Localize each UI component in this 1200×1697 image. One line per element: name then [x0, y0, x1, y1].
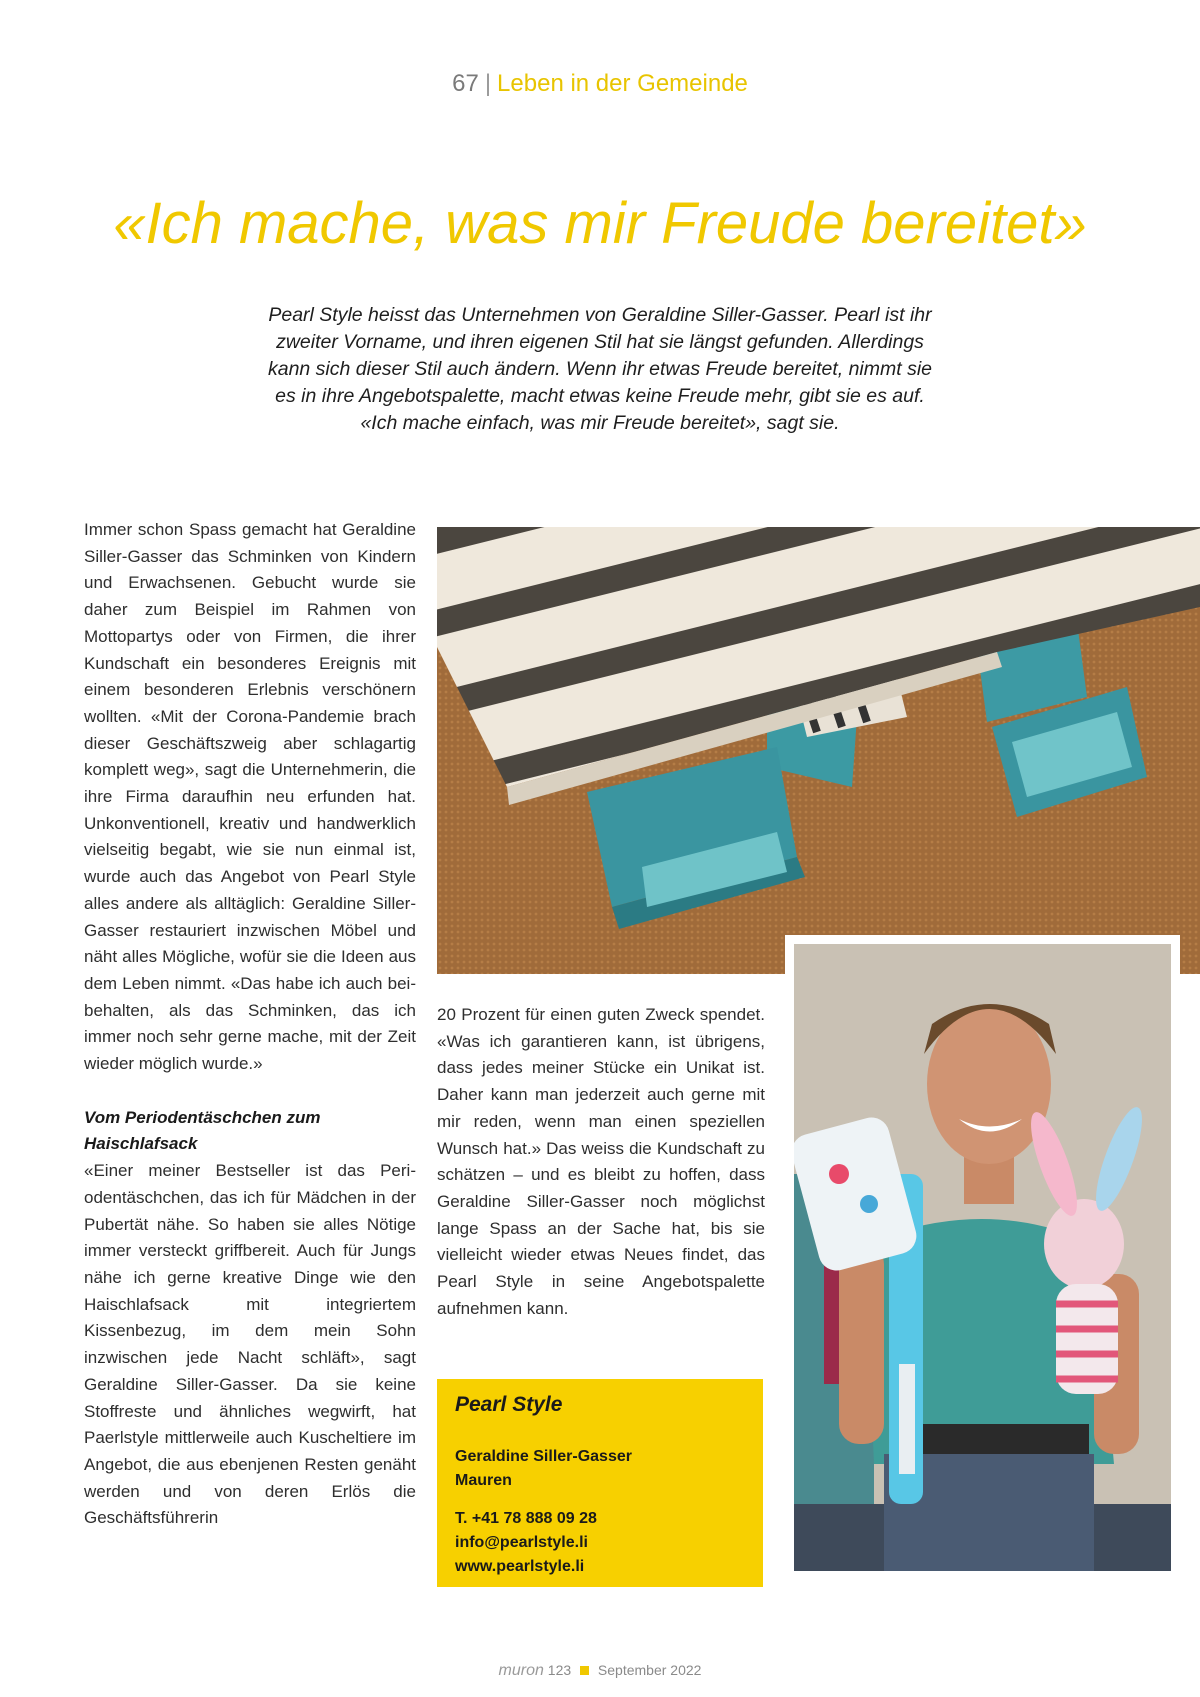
lead-line: Pearl Style heisst das Unternehmen von Geraldine Siller-Gasser. Pearl ist ihr: [268, 304, 932, 326]
contact-name: Geraldine Siller-Gasser: [455, 1448, 632, 1465]
magazine-brand: muron: [498, 1662, 544, 1679]
page-footer: [0, 1662, 1200, 1680]
header-separator: |: [484, 70, 492, 97]
subheading: Vom Periodentäschchen zum Haischlafsack: [84, 1107, 321, 1154]
portrait-photo: [785, 935, 1180, 1580]
contact-email[interactable]: info@pearlstyle.li: [455, 1534, 588, 1551]
page-number: 67: [452, 70, 479, 97]
lead-line: «Ich mache einfach, was mir Freude bereitet», sagt sie.: [360, 412, 840, 434]
body-paragraph: Immer schon Spass gemacht hat Geraldine Siller-Gasser das Schminken von Kindern und Erwachsenen. Gebucht wurde sie daher zum Beispiel im Rahmen von Mottopartys oder von Firmen, die ihrer Kundschaft ein besonderes Ereignis mit einem besonderen Erlebnis verschönern wollten. «Mit der Corona-Pandemie brach dieser Geschäftszweig aber schlagartig komplett weg», sagt die Unternehmerin, die ihre Firma daraufhin neu erfunden hat. Unkonventionell, kreativ und handwerklich vielseitig begabt, wie sie nun einmal ist, wurde auch das Angebot von Pearl Style alles andere als alltäglich: Geraldine Siller-Gasser restauriert inzwischen Möbel und näht alles Mögliche, wofür sie die Ideen aus dem Leben nimmt. «Das habe ich auch beibehalten, als das Schminken, das ich immer noch sehr gerne mache, mit der Zeit wieder möglich wurde.»: [84, 520, 416, 1074]
section-title: Leben in der Gemeinde: [497, 70, 748, 97]
contact-place: Mauren: [455, 1472, 512, 1489]
infobox-title: Pearl Style: [455, 1393, 563, 1416]
desk-illustration: [437, 527, 1200, 974]
contact-website[interactable]: www.pearlstyle.li: [455, 1558, 585, 1575]
issue-number: 123: [547, 1662, 572, 1678]
portrait-illustration: [794, 944, 1171, 1571]
article-column-right: [437, 1002, 765, 1322]
lead-paragraph: [232, 302, 968, 437]
page-header: [0, 70, 1200, 98]
square-separator-icon: [580, 1666, 589, 1675]
contact-infobox: [437, 1379, 763, 1587]
body-paragraph: 20 Prozent für einen guten Zweck spendet. «Was ich garantieren kann, ist übrigens, dass jedes meiner Stücke ein Unikat ist. Daher kann man jederzeit auch gerne mit mir reden, wenn man einen speziellen Wunsch hat.» Das weiss die Kundschaft zu schätzen – und es bleibt zu hoffen, dass Geraldine Siller-Gasser noch möglichst lange Spass an der Sache hat, bis sie vielleicht wieder etwas Neues findet, das Pearl Style in seine Angebotspalette aufnehmen kann.: [437, 1005, 765, 1318]
body-paragraph: «Einer meiner Bestseller ist das Periodentäschchen, das ich für Mädchen in der Pubertät nähe. So haben sie alles Nötige immer versteckt griffbereit. Auch für Jungs nähe ich gerne kreative Dinge wie den Haischlafsack mit integriertem Kissenbezug, im dem mein Sohn inzwischen jede Nacht schläft», sagt Geraldine Siller-Gasser. Da sie keine Stoffreste und ähnliches wegwirft, hat Paerlstyle mittlerweile auch Kuscheltiere im Angebot, die aus ebenjenen Resten genäht werden und von deren Erlös die Geschäftsführerin: [84, 1161, 416, 1528]
lead-line: zweiter Vorname, und ihren eigenen Stil hat sie längst gefunden. Allerdings: [276, 331, 924, 353]
contact-phone[interactable]: T. +41 78 888 09 28: [455, 1510, 597, 1527]
desk-photo: [437, 527, 1200, 974]
article-title: «Ich mache, was mir Freude bereitet»: [113, 191, 1087, 256]
lead-line: kann sich dieser Stil auch ändern. Wenn ihr etwas Freude bereitet, nimmt sie: [267, 358, 933, 380]
lead-line: es in ihre Angebotspalette, macht etwas keine Freude mehr, gibt sie es auf.: [275, 385, 925, 407]
issue-date: September 2022: [597, 1662, 702, 1678]
article-column-left: [84, 517, 416, 1532]
